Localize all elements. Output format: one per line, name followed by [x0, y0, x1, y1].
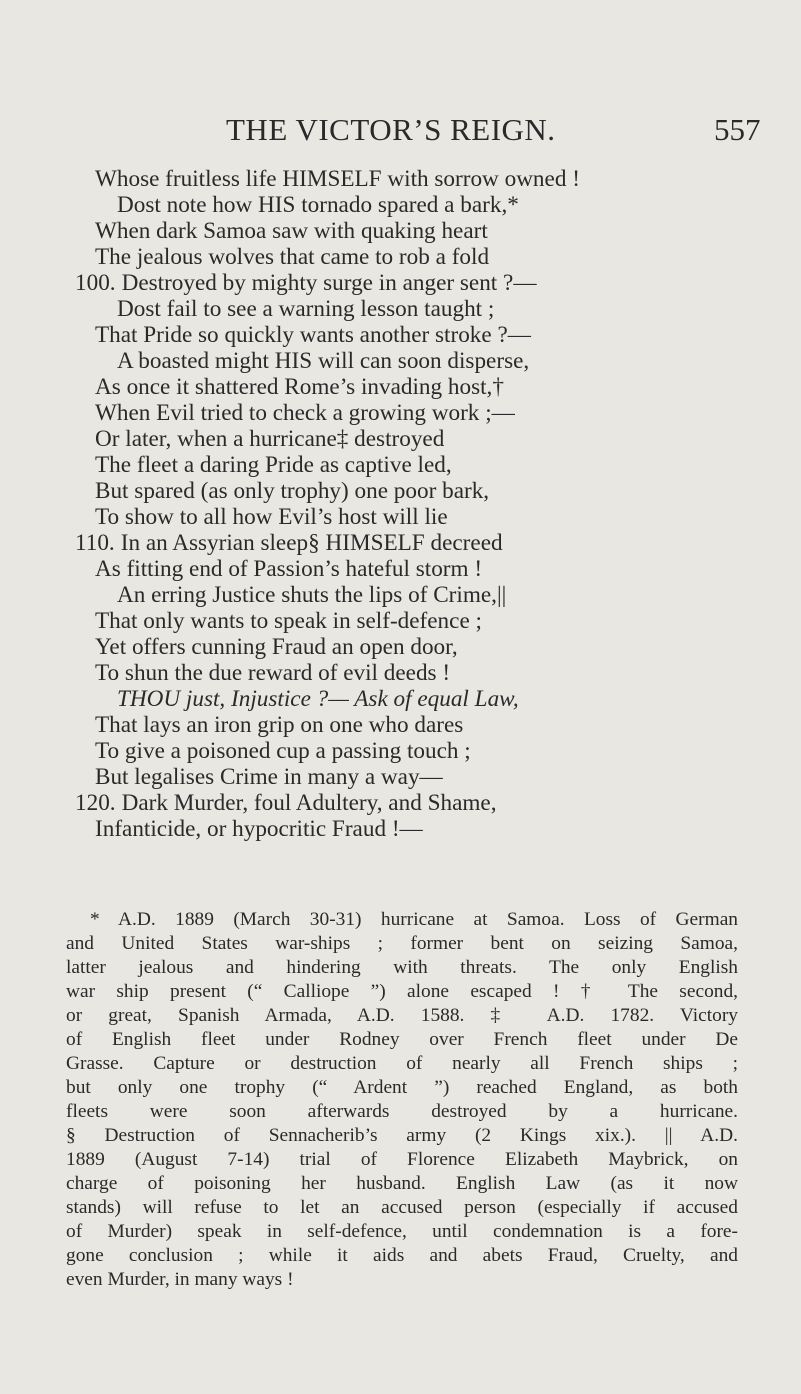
poem-line: [95, 452, 452, 478]
poem-line-text: But legalises Crime in many a way—: [95, 764, 443, 790]
poem-line: [95, 322, 531, 348]
poem-line: [75, 790, 497, 816]
poem-line: [95, 712, 463, 738]
poem-line: [95, 166, 580, 192]
running-head: [0, 112, 801, 152]
poem-line: [95, 660, 450, 686]
poem-line: [95, 400, 515, 426]
poem-line: [95, 504, 448, 530]
poem-line: [117, 582, 506, 608]
poem-line-text: Whose fruitless life HIMSELF with sorrow owned !: [95, 166, 580, 192]
poem-line-text: The fleet a daring Pride as captive led,: [95, 452, 452, 478]
footnote-line: gone conclusion ; while it aids and abets Fraud, Cruelty, and: [66, 1245, 738, 1266]
poem-line: [95, 478, 489, 504]
poem-line-text: A boasted might HIS will can soon disperse,: [117, 348, 530, 374]
line-number: 120.: [75, 790, 116, 816]
footnote-line: war ship present (“ Calliope ”) alone escaped ! † The second,: [66, 981, 738, 1002]
poem-line-text: As once it shattered Rome’s invading host,†: [95, 374, 504, 400]
poem-line-text: To show to all how Evil’s host will lie: [95, 504, 448, 530]
poem-line-text: Dark Murder, foul Adultery, and Shame,: [121, 790, 497, 816]
poem-line: [95, 426, 444, 452]
poem-line-text: Dost fail to see a warning lesson taught ;: [117, 296, 495, 322]
poem-line-text: Destroyed by mighty surge in anger sent ?—: [121, 270, 537, 296]
poem-line-text: To shun the due reward of evil deeds !: [95, 660, 451, 686]
footnote-line: of Murder) speak in self-defence, until condemnation is a fore-: [66, 1221, 738, 1242]
poem-line: [95, 764, 443, 790]
footnote-line: stands) will refuse to let an accused person (especially if accused: [66, 1197, 738, 1218]
running-title: THE VICTOR’S REIGN.: [226, 112, 556, 147]
poem-line: [117, 348, 529, 374]
poem-line: [95, 738, 471, 764]
footnote-line: latter jealous and hindering with threats. The only English: [66, 957, 738, 978]
poem-line: [95, 374, 504, 400]
poem-line: [117, 686, 519, 712]
poem-line: [95, 244, 489, 270]
footnote-line: or great, Spanish Armada, A.D. 1588. ‡ A.D. 1782. Victory: [66, 1005, 738, 1026]
footnote-line: even Murder, in many ways !: [66, 1269, 294, 1290]
poem-line: [75, 530, 503, 556]
footnote-line: * A.D. 1889 (March 30-31) hurricane at Samoa. Loss of German: [90, 909, 738, 930]
poem-line: [95, 816, 423, 842]
footnote-line: 1889 (August 7-14) trial of Florence Elizabeth Maybrick, on: [66, 1149, 738, 1170]
line-number: 110.: [75, 530, 115, 556]
poem-line: [117, 192, 519, 218]
poem-line-text: Or later, when a hurricane‡ destroyed: [95, 426, 445, 452]
poem-line-text: That lays an iron grip on one who dares: [95, 712, 464, 738]
footnote-line: fleets were soon afterwards destroyed by a hurricane.: [66, 1101, 738, 1122]
poem-line: [95, 608, 482, 634]
poem-line-text: An erring Justice shuts the lips of Crime,||: [117, 582, 507, 608]
poem-line-text: When Evil tried to check a growing work ;—: [95, 400, 515, 426]
poem-line: [95, 556, 482, 582]
poem-line-text: Infanticide, or hypocritic Fraud !—: [95, 816, 423, 842]
poem-line-text: But spared (as only trophy) one poor bark,: [95, 478, 490, 504]
poem-line-text: Dost note how HIS tornado spared a bark,*: [117, 192, 519, 218]
footnote-line: and United States war-ships ; former bent on seizing Samoa,: [66, 933, 738, 954]
poem-line-text: Yet offers cunning Fraud an open door,: [95, 634, 458, 660]
line-number: 100.: [75, 270, 116, 296]
poem-line: [117, 296, 494, 322]
footnote-line: charge of poisoning her husband. English Law (as it now: [66, 1173, 738, 1194]
footnote-line: of English fleet under Rodney over French fleet under De: [66, 1029, 738, 1050]
page-number: 557: [714, 112, 761, 147]
footnote-line: § Destruction of Sennacherib’s army (2 Kings xix.). || A.D.: [66, 1125, 738, 1146]
footnote-line: but only one trophy (“ Ardent ”) reached England, as both: [66, 1077, 738, 1098]
poem-line: [75, 270, 537, 296]
poem-line-text: As fitting end of Passion’s hateful storm !: [95, 556, 483, 582]
poem-line-text: That only wants to speak in self-defence ;: [95, 608, 482, 634]
poem-line-text: THOU just, Injustice ?— Ask of equal Law,: [117, 686, 519, 712]
poem-line: [95, 634, 458, 660]
footnote-line: Grasse. Capture or destruction of nearly all French ships ;: [66, 1053, 738, 1074]
poem-line-text: To give a poisoned cup a passing touch ;: [95, 738, 471, 764]
poem-line-text: That Pride so quickly wants another stroke ?—: [95, 322, 531, 348]
poem-line: [95, 218, 488, 244]
poem-line-text: The jealous wolves that came to rob a fold: [95, 244, 490, 270]
poem-line-text: In an Assyrian sleep§ HIMSELF decreed: [120, 530, 503, 556]
poem-line-text: When dark Samoa saw with quaking heart: [95, 218, 488, 244]
